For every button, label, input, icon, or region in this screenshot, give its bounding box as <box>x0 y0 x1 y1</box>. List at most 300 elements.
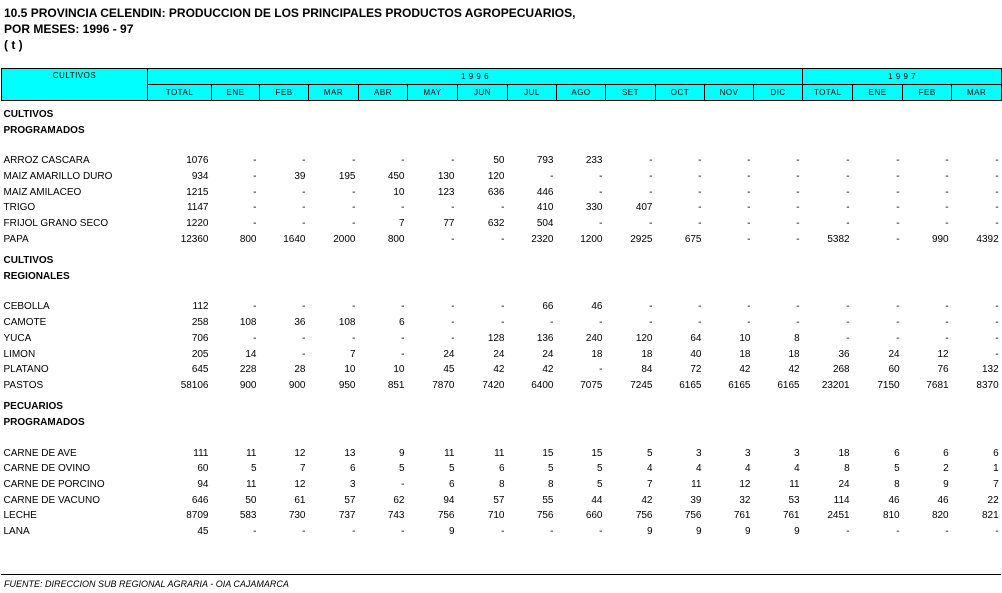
table-cell: 10 <box>739 332 751 344</box>
table-cell: - <box>995 317 999 329</box>
table-cell: - <box>796 186 800 198</box>
spacer-row <box>2 284 1002 299</box>
table-cell: 3 <box>695 447 702 459</box>
table-cell: 6 <box>894 447 900 459</box>
column-header: OCT <box>656 85 705 101</box>
table-cell: 11 <box>246 478 257 490</box>
section-heading-row <box>2 268 1002 284</box>
table-cell: 756 <box>437 510 455 522</box>
row-label: YUCA <box>3 332 32 344</box>
table-cell: 15 <box>542 447 554 459</box>
table-cell: 810 <box>882 510 900 522</box>
table-cell: 10 <box>393 186 405 198</box>
table-cell: - <box>796 233 800 245</box>
row-label: MAIZ AMILACEO <box>3 186 82 198</box>
table-cell: 136 <box>536 332 554 344</box>
table-cell: 24 <box>542 348 554 360</box>
section-heading: PROGRAMADOS <box>3 416 85 428</box>
table-cell: - <box>649 186 653 198</box>
table-cell: - <box>649 155 653 167</box>
section-heading: REGIONALES <box>3 270 70 282</box>
header-cultivos: CULTIVOS <box>2 69 148 101</box>
section-heading-row <box>2 106 1002 122</box>
table-cell: - <box>796 218 800 230</box>
table-cell: 28 <box>294 364 306 376</box>
table-cell: 64 <box>690 332 702 344</box>
table-cell: 57 <box>344 494 356 506</box>
table-cell: - <box>945 155 949 167</box>
table-row <box>2 200 1002 216</box>
table-cell: 2925 <box>630 233 653 245</box>
table-cell: 112 <box>192 301 209 313</box>
table-cell: 12 <box>739 478 751 490</box>
table-row <box>2 508 1002 524</box>
table-cell: 18 <box>591 348 603 360</box>
table-cell: 407 <box>635 202 653 214</box>
table-cell: 8 <box>844 463 850 475</box>
table-cell: 57 <box>493 494 505 506</box>
spacer-row <box>2 138 1002 153</box>
table-cell: 756 <box>684 510 702 522</box>
table-cell: 1200 <box>580 233 603 245</box>
table-cell: 32 <box>739 494 751 506</box>
table-row <box>2 492 1002 508</box>
table-cell: 94 <box>443 494 455 506</box>
column-header: ABR <box>359 85 408 101</box>
table-cell: 6165 <box>777 379 800 391</box>
table-cell: 40 <box>690 348 702 360</box>
table-cell: - <box>846 317 850 329</box>
table-cell: 900 <box>288 379 306 391</box>
table-cell: 660 <box>585 510 603 522</box>
column-header: MAR <box>309 85 359 101</box>
header-year-1996: 1 9 9 6 <box>148 69 803 85</box>
table-cell: 114 <box>833 494 850 506</box>
table-cell: 46 <box>888 494 900 506</box>
table-cell: 205 <box>191 348 209 360</box>
table-cell: - <box>451 155 455 167</box>
table-cell: 7870 <box>432 379 455 391</box>
table-cell: 2320 <box>531 233 554 245</box>
table-cell: - <box>995 526 999 538</box>
table-cell: 645 <box>191 364 209 376</box>
title-line-2: POR MESES: 1996 - 97 <box>4 22 134 36</box>
table-cell: - <box>995 155 999 167</box>
table-cell: 821 <box>981 510 999 522</box>
table-cell: 710 <box>487 510 505 522</box>
table-cell: - <box>995 202 999 214</box>
table-cell: 55 <box>542 494 554 506</box>
table-cell: - <box>698 171 702 183</box>
table-cell: 12 <box>294 447 306 459</box>
table-cell: 108 <box>338 317 356 329</box>
table-cell: 53 <box>788 494 800 506</box>
table-cell: 743 <box>387 510 405 522</box>
table-cell: 800 <box>387 233 405 245</box>
table-cell: 11 <box>691 478 702 490</box>
table-cell: - <box>698 317 702 329</box>
table-cell: - <box>352 218 356 230</box>
table-cell: - <box>796 202 800 214</box>
table-cell: 446 <box>536 186 554 198</box>
table-cell: 761 <box>782 510 800 522</box>
table-cell: - <box>253 202 257 214</box>
table-row <box>2 445 1002 461</box>
table-cell: 10 <box>393 364 405 376</box>
table-cell: 450 <box>387 171 405 183</box>
header-row-years <box>2 69 1002 85</box>
table-cell: 900 <box>239 379 257 391</box>
table-cell: 5 <box>596 463 603 475</box>
row-label: FRIJOL GRANO SECO <box>3 218 109 230</box>
table-cell: 7 <box>349 348 356 360</box>
table-cell: - <box>401 478 405 490</box>
table-cell: 42 <box>788 364 800 376</box>
column-header: ENE <box>853 85 903 101</box>
table-cell: 12360 <box>180 233 209 245</box>
table-cell: - <box>599 186 603 198</box>
table-cell: - <box>747 186 751 198</box>
table-cell: 6400 <box>531 379 554 391</box>
table-cell: - <box>401 202 405 214</box>
table-cell: - <box>995 171 999 183</box>
table-cell: - <box>747 171 751 183</box>
table-cell: 8 <box>894 478 900 490</box>
table-cell: 22 <box>987 494 999 506</box>
table-row <box>2 346 1002 362</box>
table-cell: 5 <box>596 478 603 490</box>
section-heading: CULTIVOS <box>3 108 54 120</box>
table-cell: 94 <box>197 478 209 490</box>
section-heading: PROGRAMADOS <box>3 124 85 136</box>
spacer-row <box>2 430 1002 445</box>
table-cell: 36 <box>838 348 850 360</box>
table-cell: - <box>698 202 702 214</box>
table-row <box>2 524 1002 540</box>
table-cell: 934 <box>191 171 209 183</box>
table-cell: 84 <box>641 364 653 376</box>
column-header: JUN <box>458 85 508 101</box>
table-cell: 706 <box>191 332 209 344</box>
table-cell: 11 <box>789 478 800 490</box>
table-cell: - <box>945 171 949 183</box>
table-cell: - <box>550 171 554 183</box>
table-cell: - <box>599 364 603 376</box>
table-cell: 24 <box>888 348 900 360</box>
table-cell: 120 <box>635 332 653 344</box>
table-cell: - <box>401 526 405 538</box>
table-cell: 11 <box>246 447 257 459</box>
table-cell: - <box>995 186 999 198</box>
table-cell: - <box>401 155 405 167</box>
table-cell: - <box>698 186 702 198</box>
table-cell: 2000 <box>333 233 356 245</box>
table-cell: 7 <box>299 463 306 475</box>
table-cell: 15 <box>591 447 603 459</box>
table-cell: - <box>698 155 702 167</box>
column-header: MAR <box>952 85 1002 101</box>
row-label: CARNE DE OVINO <box>3 463 91 475</box>
table-cell: 5 <box>547 463 554 475</box>
table-cell: 1147 <box>186 202 209 214</box>
table-row <box>2 216 1002 232</box>
table-cell: 820 <box>931 510 949 522</box>
row-label: CARNE DE AVE <box>3 447 77 459</box>
table-cell: 9 <box>448 526 455 538</box>
table-cell: - <box>599 218 603 230</box>
table-cell: - <box>846 155 850 167</box>
table-cell: 12 <box>937 348 949 360</box>
table-cell: 793 <box>536 155 554 167</box>
row-label: LIMON <box>3 348 36 360</box>
table-cell: - <box>401 301 405 313</box>
table-cell: 9 <box>794 526 800 538</box>
table-cell: 756 <box>536 510 554 522</box>
table-cell: - <box>846 301 850 313</box>
table-cell: - <box>649 317 653 329</box>
table-cell: 5 <box>646 447 653 459</box>
table-cell: - <box>501 301 505 313</box>
table-cell: 61 <box>294 494 306 506</box>
table-cell: 632 <box>487 218 505 230</box>
table-row <box>2 169 1002 185</box>
table-cell: 5 <box>448 463 455 475</box>
table-cell: 76 <box>937 364 949 376</box>
table-cell: 6 <box>498 463 505 475</box>
table-cell: 77 <box>443 218 455 230</box>
header-row-months <box>2 85 1002 101</box>
bottom-rule <box>1 574 1001 575</box>
table-row <box>2 378 1002 394</box>
table-cell: 1215 <box>186 186 209 198</box>
table-row <box>2 315 1002 331</box>
table-cell: 130 <box>437 171 455 183</box>
row-label: CEBOLLA <box>3 301 50 313</box>
table-cell: - <box>796 301 800 313</box>
table-cell: - <box>747 155 751 167</box>
table-cell: - <box>796 317 800 329</box>
table-cell: 44 <box>591 494 603 506</box>
table-cell: - <box>846 332 850 344</box>
row-label: LANA <box>3 526 30 538</box>
table-cell: 36 <box>294 317 306 329</box>
table-cell: 990 <box>931 233 949 245</box>
table-cell: - <box>995 218 999 230</box>
table-cell: 60 <box>888 364 900 376</box>
section-heading-row <box>2 252 1002 268</box>
table-cell: 1076 <box>186 155 209 167</box>
table-row <box>2 153 1002 169</box>
table-cell: - <box>945 202 949 214</box>
table-cell: - <box>302 218 306 230</box>
table-row <box>2 184 1002 200</box>
table-cell: 7681 <box>926 379 949 391</box>
row-label: PAPA <box>3 233 29 245</box>
table-cell: 66 <box>542 301 554 313</box>
table-cell: 8 <box>547 478 554 490</box>
table-cell: 24 <box>838 478 850 490</box>
table-cell: 39 <box>294 171 306 183</box>
table-cell: 72 <box>690 364 702 376</box>
table-cell: 108 <box>239 317 257 329</box>
table-cell: 7150 <box>877 379 900 391</box>
table-cell: - <box>302 526 306 538</box>
table-cell: 240 <box>585 332 603 344</box>
table-cell: 1640 <box>283 233 306 245</box>
table-cell: 330 <box>585 202 603 214</box>
table-cell: - <box>896 526 900 538</box>
table-cell: 11 <box>444 447 455 459</box>
table-cell: - <box>253 186 257 198</box>
table-cell: 636 <box>487 186 505 198</box>
table-cell: 18 <box>838 447 850 459</box>
table-cell: 6 <box>448 478 455 490</box>
table-cell: 8370 <box>976 379 999 391</box>
table-cell: 23201 <box>821 379 850 391</box>
table-cell: - <box>253 171 257 183</box>
column-header: MAY <box>408 85 458 101</box>
table-cell: 18 <box>641 348 653 360</box>
table-cell: 4 <box>794 463 800 475</box>
table-cell: - <box>846 171 850 183</box>
table-cell: - <box>995 332 999 344</box>
table-cell: - <box>698 301 702 313</box>
table-cell: 6 <box>943 447 949 459</box>
table-cell: - <box>995 348 999 360</box>
table-cell: 18 <box>788 348 800 360</box>
table-cell: 5382 <box>827 233 850 245</box>
table-cell: 8 <box>794 332 800 344</box>
table-cell: 6165 <box>679 379 702 391</box>
table-cell: - <box>796 171 800 183</box>
table-cell: - <box>451 233 455 245</box>
table-cell: 195 <box>338 171 356 183</box>
table-cell: 8709 <box>186 510 209 522</box>
table-cell: 24 <box>443 348 455 360</box>
table-cell: - <box>747 301 751 313</box>
table-cell: 1 <box>993 463 999 475</box>
row-label: CARNE DE VACUNO <box>3 494 100 506</box>
row-label: TRIGO <box>3 202 36 214</box>
table-cell: - <box>352 526 356 538</box>
table-cell: - <box>945 301 949 313</box>
table-cell: 123 <box>437 186 455 198</box>
section-heading: PECUARIOS <box>3 400 63 412</box>
table-cell: 851 <box>387 379 405 391</box>
table-cell: - <box>253 332 257 344</box>
table-cell: 58106 <box>180 379 209 391</box>
table-cell: 9 <box>646 526 653 538</box>
table-cell: - <box>451 332 455 344</box>
header-year-1997: 1 9 9 7 <box>803 69 1002 85</box>
table-cell: - <box>501 233 505 245</box>
table-cell: 1220 <box>186 218 209 230</box>
table-cell: 756 <box>635 510 653 522</box>
section-heading-row <box>2 398 1002 414</box>
table-cell: 4 <box>695 463 702 475</box>
table-cell: 7 <box>993 478 999 490</box>
table-cell: 3 <box>744 447 751 459</box>
table-cell: - <box>846 202 850 214</box>
source-note: FUENTE: DIRECCION SUB REGIONAL AGRARIA - OIA CAJAMARCA <box>4 579 289 589</box>
section-heading-row <box>2 122 1002 138</box>
section-heading-row <box>2 414 1002 430</box>
column-header: DIC <box>754 85 803 101</box>
table-cell: - <box>501 202 505 214</box>
table-cell: 5 <box>250 463 257 475</box>
table-cell: - <box>451 317 455 329</box>
table-cell: 46 <box>937 494 949 506</box>
table-cell: 2 <box>943 463 949 475</box>
table-cell: - <box>352 202 356 214</box>
table-cell: - <box>896 218 900 230</box>
table-cell: - <box>550 317 554 329</box>
table-cell: 7 <box>398 218 405 230</box>
table-cell: - <box>945 332 949 344</box>
table-cell: 13 <box>344 447 356 459</box>
table-cell: - <box>896 155 900 167</box>
row-label: CARNE DE PORCINO <box>3 478 105 490</box>
table-cell: 8 <box>498 478 505 490</box>
table-cell: - <box>501 317 505 329</box>
table-cell: 42 <box>493 364 505 376</box>
table-cell: - <box>352 186 356 198</box>
table-cell: - <box>846 218 850 230</box>
table-cell: - <box>896 202 900 214</box>
table-cell: 42 <box>542 364 554 376</box>
table-cell: - <box>302 301 306 313</box>
column-header: ENE <box>212 85 260 101</box>
table-cell: - <box>599 171 603 183</box>
table-cell: - <box>501 526 505 538</box>
table-cell: - <box>649 218 653 230</box>
table-cell: - <box>896 186 900 198</box>
table-cell: 62 <box>393 494 405 506</box>
table-cell: - <box>302 332 306 344</box>
table-cell: - <box>747 233 751 245</box>
table-cell: - <box>945 526 949 538</box>
table-cell: 2451 <box>827 510 850 522</box>
table-row <box>2 299 1002 315</box>
table-cell: - <box>352 301 356 313</box>
column-header: JUL <box>508 85 557 101</box>
row-label: MAIZ AMARILLO DURO <box>3 171 113 183</box>
table-cell: 730 <box>288 510 306 522</box>
table-cell: - <box>896 233 900 245</box>
table-cell: - <box>352 155 356 167</box>
table-cell: 504 <box>536 218 554 230</box>
production-table <box>1 68 1002 539</box>
table-cell: - <box>451 202 455 214</box>
table-cell: 6165 <box>728 379 751 391</box>
table-cell: 5 <box>398 463 405 475</box>
table-cell: 9 <box>695 526 702 538</box>
row-label: PASTOS <box>3 379 44 391</box>
table-cell: 761 <box>733 510 751 522</box>
table-cell: - <box>401 348 405 360</box>
table-cell: 46 <box>591 301 603 313</box>
table-cell: - <box>747 317 751 329</box>
table-cell: - <box>253 155 257 167</box>
table-cell: - <box>896 171 900 183</box>
table-cell: - <box>649 171 653 183</box>
column-header: AGO <box>557 85 606 101</box>
table-cell: - <box>846 186 850 198</box>
table-cell: 11 <box>494 447 505 459</box>
table-cell: 675 <box>684 233 702 245</box>
table-cell: - <box>846 526 850 538</box>
table-cell: - <box>896 301 900 313</box>
